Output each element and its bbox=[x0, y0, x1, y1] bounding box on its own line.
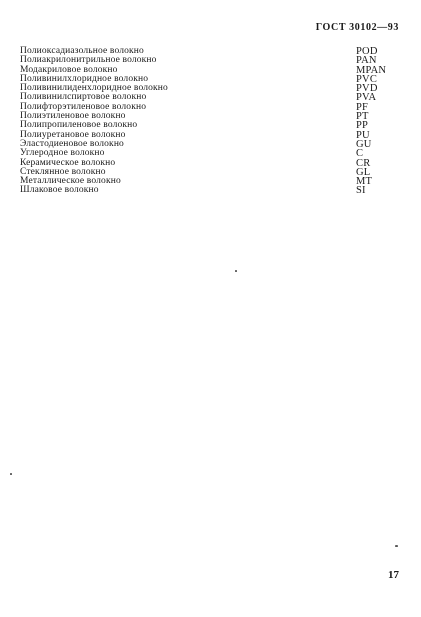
table-row bbox=[20, 186, 400, 195]
fiber-name: Полиэтиленовое волокно bbox=[20, 111, 126, 122]
fiber-name: Углеродное волокно bbox=[20, 148, 105, 159]
fiber-name: Полифторэтиленовое волокно bbox=[20, 101, 147, 112]
fiber-code: GU bbox=[356, 138, 372, 150]
fiber-code: GL bbox=[356, 166, 371, 178]
fiber-name: Поливинилспиртовое волокно bbox=[20, 92, 147, 103]
fiber-code: PU bbox=[356, 129, 370, 141]
document-header: ГОСТ 30102—93 bbox=[315, 22, 399, 33]
fiber-code: PVC bbox=[356, 73, 378, 85]
fiber-name: Эластодиеновое волокно bbox=[20, 138, 124, 149]
fiber-code: PT bbox=[356, 111, 369, 123]
fiber-code: PP bbox=[356, 120, 369, 132]
fiber-code: SI bbox=[356, 185, 366, 197]
fiber-name: Стеклянное волокно bbox=[20, 166, 106, 177]
fiber-code: POD bbox=[356, 46, 378, 57]
fiber-code: PAN bbox=[356, 55, 377, 67]
fiber-code: MPAN bbox=[356, 64, 387, 76]
fiber-code: CR bbox=[356, 157, 371, 169]
fiber-code: C bbox=[356, 148, 364, 160]
scan-speck bbox=[395, 545, 398, 547]
fiber-code: MT bbox=[356, 176, 373, 188]
fiber-name: Поливинилиденхлоридное волокно bbox=[20, 83, 168, 94]
fiber-name: Полиакрилонитрильное волокно bbox=[20, 55, 157, 66]
fiber-code: PVD bbox=[356, 83, 378, 95]
fiber-name: Полиуретановое волокно bbox=[20, 129, 126, 140]
scan-speck bbox=[10, 473, 12, 475]
fiber-name: Металлическое волокно bbox=[20, 176, 121, 187]
fiber-name: Полиоксадиазольное волокно bbox=[20, 46, 144, 56]
fiber-code-table bbox=[20, 47, 400, 196]
fiber-code: PF bbox=[356, 101, 369, 113]
fiber-name: Модакриловое волокно bbox=[20, 64, 118, 75]
fiber-name: Поливинилхлоридное волокно bbox=[20, 73, 149, 84]
fiber-name: Шлаковое волокно bbox=[20, 185, 99, 196]
page-number: 17 bbox=[388, 569, 399, 581]
fiber-name: Керамическое волокно bbox=[20, 157, 116, 168]
fiber-name: Полипропиленовое волокно bbox=[20, 120, 138, 131]
fiber-code: PVA bbox=[356, 92, 377, 104]
scan-speck bbox=[235, 270, 237, 272]
